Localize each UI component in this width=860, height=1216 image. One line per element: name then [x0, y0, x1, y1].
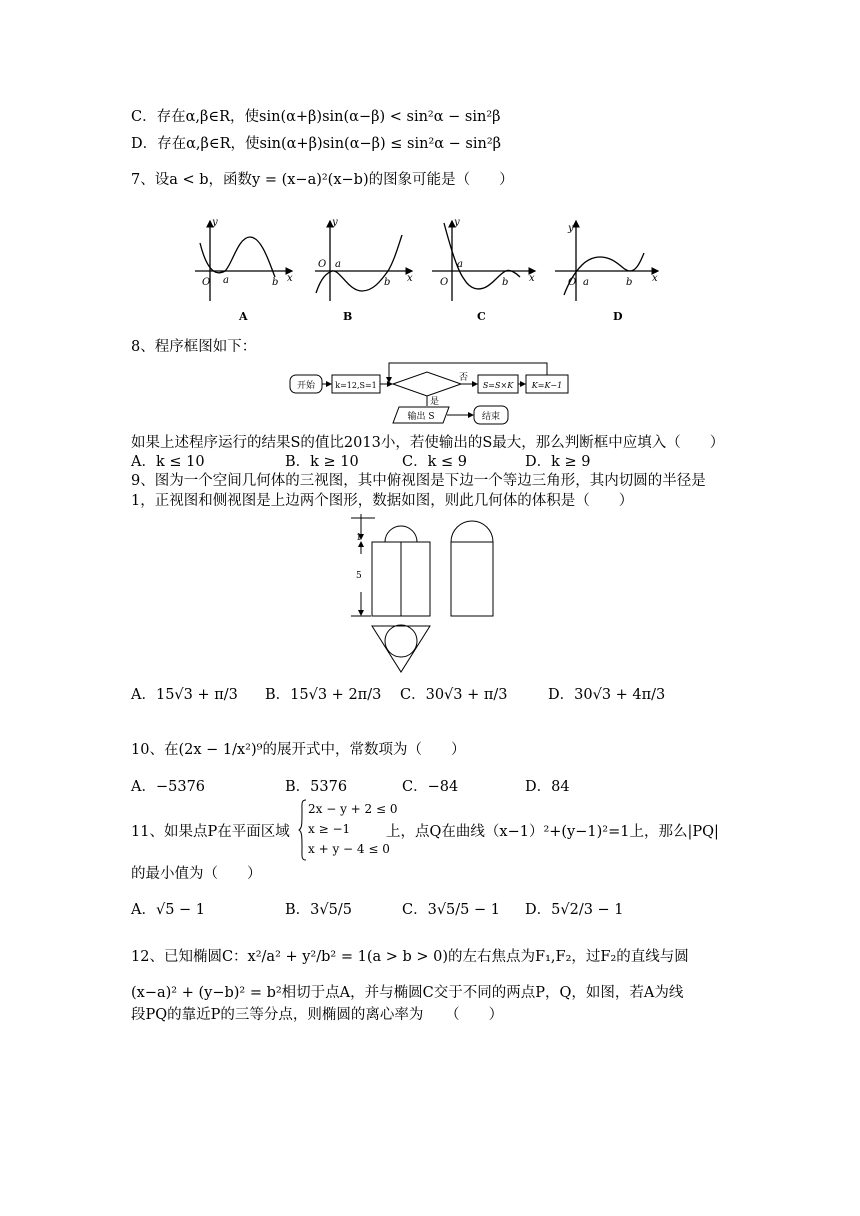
flow-decision — [393, 372, 461, 396]
q9-line1: 9、图为一个空间几何体的三视图，其中俯视图是下边一个等边三角形，其内切圆的半径是 — [131, 473, 706, 489]
q10-option-a: A．−5376 — [131, 779, 206, 795]
q12-line2: (x−a)² + (y−b)² = b²相切于点A，并与椭圆C交于不同的两点P，Q，如图，若A为线 — [131, 985, 684, 1001]
flow-no: 否 — [459, 373, 469, 383]
q7-graphs-figure — [190, 213, 670, 325]
flow-output: 输出 S — [407, 412, 435, 422]
flow-init: k=12,S=1 — [335, 381, 377, 390]
q8-stem: 8、程序框图如下： — [131, 339, 257, 355]
graph-c — [432, 217, 535, 323]
q10-stem: 10、在(2x − 1/x²)⁹的展开式中，常数项为（ ） — [131, 742, 466, 758]
q9-option-d: D．30√3 + 4π/3 — [548, 687, 666, 703]
q8-flowchart — [285, 360, 580, 430]
top-view — [372, 626, 430, 672]
graph-d — [555, 221, 658, 323]
graph-d-label: D — [613, 310, 623, 323]
graph-b-y-label: y — [332, 217, 338, 228]
graph-b-x-label: x — [407, 273, 413, 284]
graph-c-origin: O — [440, 277, 449, 288]
q11-stem-b: 上，点Q在曲线（x−1）²+(y−1)²=1上，那么|PQ| — [386, 824, 719, 840]
q11-option-a: A．√5 − 1 — [131, 902, 206, 918]
q8-option-a: A．k ≤ 10 — [131, 454, 205, 470]
flow-mult: S=S×K — [482, 381, 514, 390]
q8-option-d: D．k ≥ 9 — [525, 454, 591, 470]
graph-c-a: a — [457, 259, 463, 270]
q9-three-views-figure — [345, 512, 510, 677]
q10-option-b: B．5376 — [285, 779, 348, 795]
flow-yes: 是 — [430, 397, 440, 407]
q10-option-c: C．−84 — [402, 779, 459, 795]
q11-system-brace — [298, 798, 308, 862]
q6-option-d: D．存在α,β∈R，使sin(α+β)sin(α−β) ≤ sin²α − sin²β — [131, 136, 502, 152]
q7-stem: 7、设a < b，函数y = (x−a)²(x−b)的图象可能是（ ） — [131, 172, 514, 188]
graph-b-label: B — [343, 310, 353, 323]
graph-c-y-label: y — [454, 217, 460, 228]
q11-stem-a: 11、如果点P在平面区域 — [131, 824, 290, 840]
q8-text: 如果上述程序运行的结果S的值比2013小，若使输出的S最大，那么判断框中应填入（ ） — [131, 435, 725, 451]
graph-d-a: a — [583, 277, 589, 288]
graph-a-origin: O — [202, 277, 211, 288]
side-view — [451, 542, 493, 616]
q6-option-c: C．存在α,β∈R，使sin(α+β)sin(α−β) < sin²α − sin²β — [131, 109, 501, 125]
graph-a-a: a — [223, 275, 229, 286]
dim-5: 5 — [356, 571, 362, 581]
graph-b — [315, 217, 413, 323]
q11-ineq-2: x ≥ −1 — [308, 822, 351, 836]
graph-b-a: a — [335, 259, 341, 270]
graph-d-origin: O — [568, 277, 577, 288]
q11-option-d: D．5√2/3 − 1 — [525, 902, 624, 918]
graph-a-b: b — [272, 277, 279, 288]
graph-b-origin: O — [318, 259, 327, 270]
dim-1: 1 — [356, 533, 362, 543]
graph-d-y-label: y — [568, 223, 574, 234]
q9-option-b: B．15√3 + 2π/3 — [265, 687, 382, 703]
q11-ineq-3: x + y − 4 ≤ 0 — [308, 842, 390, 856]
graph-a-label: A — [239, 310, 248, 323]
graph-d-b: b — [626, 277, 633, 288]
graph-c-b: b — [502, 277, 509, 288]
flow-dec: K=K−1 — [531, 381, 563, 390]
graph-a-x-label: x — [287, 273, 293, 284]
q12-line3: 段PQ的靠近P的三等分点，则椭圆的离心率为 （ ） — [131, 1007, 504, 1023]
q9-option-c: C．30√3 + π/3 — [400, 687, 508, 703]
q10-option-d: D．84 — [525, 779, 570, 795]
graph-d-x-label: x — [652, 273, 658, 284]
graph-a-y-label: y — [212, 217, 218, 228]
q8-option-b: B．k ≥ 10 — [285, 454, 359, 470]
q11-option-b: B．3√5/5 — [285, 902, 352, 918]
graph-a — [195, 217, 293, 323]
q11-ineq-1: 2x − y + 2 ≤ 0 — [308, 802, 398, 816]
graph-b-b: b — [384, 277, 391, 288]
q8-option-c: C．k ≤ 9 — [402, 454, 467, 470]
q11-option-c: C．3√5/5 − 1 — [402, 902, 500, 918]
q11-stem-c: 的最小值为（ ） — [131, 866, 262, 882]
graph-c-label: C — [477, 310, 486, 323]
graph-c-x-label: x — [529, 273, 535, 284]
q9-line2: 1，正视图和侧视图是上边两个图形，数据如图，则此几何体的体积是（ ） — [131, 493, 634, 509]
flow-end: 结束 — [481, 412, 501, 422]
q12-line1: 12、已知椭圆C：x²/a² + y²/b² = 1(a > b > 0)的左右焦点为F₁,F₂，过F₂的直线与圆 — [131, 949, 689, 965]
q9-option-a: A．15√3 + π/3 — [131, 687, 238, 703]
flow-start: 开始 — [296, 381, 316, 391]
